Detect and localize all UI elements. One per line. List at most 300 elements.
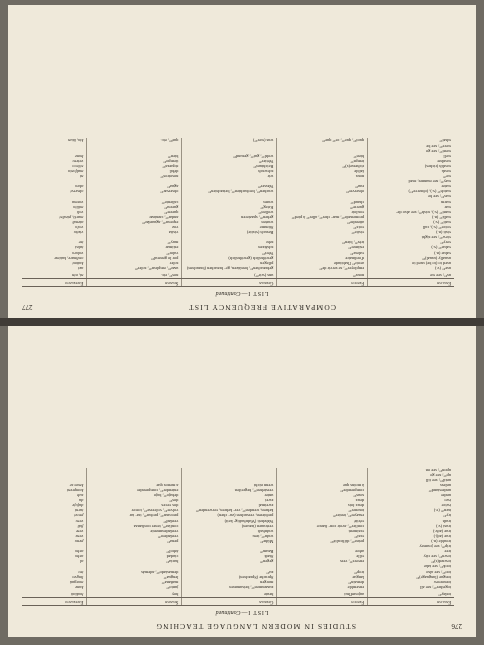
cell-english: weak — [441, 169, 451, 175]
cell-spanish: valor³° — [87, 250, 182, 255]
cell-esperanto — [22, 143, 87, 148]
cell-esperanto: milito — [22, 205, 87, 210]
table-row — [22, 559, 454, 564]
cell-german: zusammen³°, beisammen — [182, 585, 277, 592]
cell-german: gehen³°, spazieren — [182, 215, 277, 220]
cell-english: today³° — [438, 591, 451, 597]
cell-french: sous³° — [277, 493, 368, 498]
table-row — [22, 575, 454, 580]
table-row — [22, 468, 454, 473]
cell-french: estimer³° — [277, 245, 368, 250]
cell-german: unter — [182, 493, 277, 498]
cell-spanish: debajo³°, bajo — [87, 493, 182, 498]
table-row — [22, 569, 454, 574]
cell-english: town³°; see city — [423, 554, 451, 560]
table-row — [22, 250, 454, 255]
cell-french: deux fois — [277, 503, 368, 508]
table-row — [22, 498, 454, 503]
cell-french: observer³° — [277, 189, 368, 194]
cell-spanish: confiar³°, tener confianza — [87, 524, 182, 529]
cell-english: usually (usual)³° — [421, 255, 451, 261]
cell-spanish: riqueza³° — [87, 164, 182, 169]
cell-german: wahrhaft — [182, 529, 277, 534]
cell-german: wahr³°, treu — [182, 534, 277, 539]
running-head: COMPARATIVE FREQUENCY LIST — [187, 303, 336, 312]
cell-french: confier³°, avoir con- fiance — [277, 524, 368, 529]
header-spanish: Spanish — [87, 278, 182, 286]
cell-german: warten — [182, 220, 277, 225]
cell-esperanto: kompreni — [22, 488, 87, 493]
cell-esperanto: ni — [22, 174, 87, 179]
cell-english: until³°; see till — [425, 477, 451, 483]
cell-french: voix³° — [277, 225, 368, 230]
cell-spanish: tiempo³° — [87, 159, 182, 164]
table-row — [22, 138, 454, 143]
cell-esperanto: morgaŭ — [22, 580, 87, 585]
cell-french: vraiment — [277, 529, 368, 534]
cell-esperanto: hodiaŭ — [22, 592, 87, 598]
cell-german: gewöhnlich (gewöhnlich) — [182, 256, 277, 261]
cell-english: twice — [441, 503, 451, 509]
cell-esperanto: ni, nin — [22, 273, 87, 279]
list-title — [8, 609, 476, 615]
cell-spanish: entender³°, comprender — [87, 488, 182, 493]
table-row — [22, 154, 454, 159]
cell-spanish: muy³° — [87, 240, 182, 245]
cell-esperanto: bone — [22, 154, 87, 159]
cell-english: took³°; see take — [423, 564, 451, 570]
cell-english: up³°; see go — [430, 472, 451, 478]
cell-english: very³° — [440, 240, 451, 246]
cell-german: heute — [182, 592, 277, 598]
cell-german: schätzen — [182, 245, 277, 250]
cell-spanish: débil — [87, 169, 182, 174]
cell-spanish: verdad³° — [87, 519, 182, 524]
cell-spanish: pena³° — [87, 539, 182, 544]
cell-english: true (adv.) — [433, 528, 451, 534]
table-row — [22, 169, 454, 174]
table-row — [22, 488, 454, 493]
cell-spanish: volver³°, volverse³°, torcer — [87, 508, 182, 513]
cell-french — [277, 468, 368, 473]
table-row — [22, 266, 454, 273]
cell-esperanto: al — [22, 559, 87, 564]
cell-french: envers³°, vers — [277, 559, 368, 564]
table-row — [22, 149, 454, 154]
table-row — [22, 200, 454, 205]
cell-spanish: bien³° — [87, 154, 182, 159]
cell-esperanto: kutimi — [22, 261, 87, 266]
cell-french: nous — [277, 174, 368, 179]
cell-english: water — [441, 184, 451, 190]
table-body — [22, 138, 454, 278]
header-spanish: Spanish — [87, 597, 182, 605]
cell-spanish: verdaderamente — [87, 529, 182, 534]
cell-english: use³° (v.) — [435, 265, 451, 271]
table-row — [22, 159, 454, 164]
cell-english: warm — [441, 199, 451, 205]
list-title-main: LIST I— — [240, 609, 269, 615]
cell-esperanto: du — [22, 498, 87, 503]
cell-french — [277, 473, 368, 478]
cell-german: Stadt — [182, 554, 277, 559]
cell-spanish: agua³° — [87, 184, 182, 189]
cell-esperanto: tre — [22, 240, 87, 245]
header-esperanto: Esperanto — [22, 597, 87, 605]
cell-german: zweimal — [182, 503, 277, 508]
cell-spanish — [87, 473, 182, 478]
table-row — [22, 215, 454, 220]
cell-english: value (n.) — [434, 250, 451, 256]
table-row — [22, 225, 454, 230]
table-row — [22, 240, 454, 245]
table-row — [22, 245, 454, 250]
cell-spanish: estimar — [87, 245, 182, 250]
cell-spanish: qué³°, etc. — [87, 138, 182, 143]
cell-german: Besuch (visite) — [182, 230, 277, 235]
cell-esperanto: observi — [22, 189, 87, 194]
cell-french: chaud³° — [277, 200, 368, 205]
cell-esperanto: fidi — [22, 524, 87, 529]
cell-english: were³°; see be — [426, 143, 451, 149]
cell-esperanto: vere — [22, 529, 87, 534]
cell-german — [182, 149, 277, 154]
cell-esperanto: arbo — [22, 549, 87, 554]
cell-french — [277, 149, 368, 154]
cell-german: Krieg³° — [182, 205, 277, 210]
cell-french: vérité — [277, 519, 368, 524]
table-row — [22, 585, 454, 592]
cell-german: gegen³° — [182, 559, 277, 564]
cell-english: want³° (v.), wish³°; see also de- — [396, 209, 451, 215]
cell-french: comprendre³° — [277, 488, 368, 493]
table-row — [22, 273, 454, 279]
cell-esperanto — [22, 564, 87, 569]
cell-spanish: lengua³° — [87, 575, 182, 580]
cell-french: employer³°, se servir de³° — [277, 266, 368, 273]
cell-spanish: esperar³°, aguardar³° — [87, 220, 182, 225]
cell-french: essayer³°, tenter³° — [277, 513, 368, 518]
cell-german: Mühe³° — [182, 539, 277, 544]
cell-german: sehr — [182, 240, 277, 245]
cell-english: understand³° — [428, 488, 451, 494]
header-english: English — [368, 597, 454, 605]
running-head: STUDIES IN MODERN LANGUAGE TEACHING — [155, 622, 356, 631]
cell-esperanto: sub — [22, 493, 87, 498]
cell-esperanto: malforta — [22, 169, 87, 174]
table-row — [22, 205, 454, 210]
cell-english: value³° (v.) — [431, 245, 451, 251]
cell-esperanto: valoro — [22, 250, 87, 255]
cell-english: used to (to be) used to — [412, 260, 451, 266]
cell-english: voice³° (v.), call — [422, 225, 451, 231]
table-row — [22, 194, 454, 199]
cell-german: zu³° — [182, 569, 277, 574]
cell-spanish: caliente³° — [87, 200, 182, 205]
table-row — [22, 256, 454, 261]
cell-esperanto: marŝi, piediri — [22, 215, 87, 220]
table-row — [22, 508, 454, 513]
cell-esperanto: vero — [22, 519, 87, 524]
list-title — [8, 290, 476, 296]
cell-german: Sprache (Sprachen) — [182, 575, 277, 580]
cell-spanish: voz — [87, 225, 182, 230]
cell-english: watch³° (v.), (observe³°) — [408, 189, 451, 195]
cell-esperanto: taksi — [22, 245, 87, 250]
cell-german: kehren, wenden³°, ver- kehren, verwenden³° — [182, 508, 277, 513]
table-row — [22, 230, 454, 235]
cell-english: tree — [444, 549, 451, 555]
cell-german: wohl³°, gut³°, gesund³° — [182, 154, 277, 159]
cell-esperanto: varma — [22, 200, 87, 205]
cell-english: turn³° (v.) — [433, 508, 451, 514]
cell-esperanto: uzi — [22, 266, 87, 273]
cell-spanish: a menos que — [87, 483, 182, 488]
cell-german: Reichtum³° — [182, 164, 277, 169]
table-row — [22, 220, 454, 225]
book-gutter — [0, 318, 484, 326]
cell-esperanto: voĉo — [22, 225, 87, 230]
cell-french: faible — [277, 169, 368, 174]
cell-english: walk³° (n.) — [432, 214, 451, 220]
table-body — [22, 468, 454, 598]
cell-french: richesse(s)³° — [277, 164, 368, 169]
header-esperanto: Esperanto — [22, 278, 87, 286]
cell-french: très³°, bien³° — [277, 240, 368, 245]
list-title-continued: Continued — [215, 290, 241, 296]
cell-german: Baum³° — [182, 549, 277, 554]
vocabulary-table — [22, 468, 454, 606]
header-french: French — [277, 597, 368, 605]
cell-spanish: andar³°, caminar — [87, 215, 182, 220]
cell-spanish: hacia³° — [87, 559, 182, 564]
cell-esperanto: tro — [22, 569, 87, 574]
cell-french: à moins que — [277, 483, 368, 488]
cell-french: langue — [277, 575, 368, 580]
cell-german: schwach — [182, 169, 277, 174]
cell-esperanto: dufoje — [22, 503, 87, 508]
cell-spanish — [87, 468, 182, 473]
table-row — [22, 544, 454, 549]
cell-esperanto: kune — [22, 585, 87, 592]
cell-german: warm — [182, 200, 277, 205]
cell-german — [182, 143, 277, 148]
cell-german: zwei — [182, 498, 277, 503]
cell-english: wait³° (v.) — [433, 219, 451, 225]
table-row — [22, 539, 454, 544]
cell-french: arbre — [277, 549, 368, 554]
cell-english: try³° — [443, 513, 451, 519]
cell-french: promenade³°, mar- cher³°, aller³° à pied³° — [277, 215, 368, 220]
header-english: English — [368, 278, 454, 286]
table-row — [22, 189, 454, 194]
cell-spanish: guerra³° — [87, 205, 182, 210]
cell-french: tourner³° — [277, 508, 368, 513]
cell-esperanto: krom se — [22, 483, 87, 488]
cell-spanish: dos veces — [87, 503, 182, 508]
cell-german: gebrauchen³°, benützen, ge- brauchen (brauchen) — [182, 266, 277, 273]
cell-spanish: visita — [87, 230, 182, 235]
cell-english: went³°; see go — [425, 148, 451, 154]
cell-spanish: junto³° — [87, 585, 182, 592]
cell-spanish: procurar³°, probar³°, tra- tar — [87, 513, 182, 518]
cell-esperanto: urbo — [22, 554, 87, 559]
cell-esperanto: vizito — [22, 230, 87, 235]
cell-english: tongue (language)³° — [416, 574, 451, 580]
header-german: German — [182, 278, 277, 286]
cell-french: ville — [277, 554, 368, 559]
table-row — [22, 519, 454, 524]
cell-german: Stimme — [182, 225, 277, 230]
cell-english: what³° — [439, 138, 451, 144]
table-row — [22, 179, 454, 184]
cell-esperanto: akvo — [22, 184, 87, 189]
cell-french: nous³° — [277, 273, 368, 279]
cell-esperanto: voli — [22, 210, 87, 215]
cell-german: wollen³° — [182, 210, 277, 215]
cell-spanish: por lo general³° — [87, 256, 182, 261]
cell-english: trip³°; see journey — [419, 544, 451, 550]
cell-esperanto — [22, 468, 87, 473]
cell-german: vertrauen (trauen) — [182, 524, 277, 529]
page-number: 276 — [451, 622, 462, 630]
cell-french: ensemble — [277, 585, 368, 592]
cell-french — [277, 143, 368, 148]
table-row — [22, 554, 454, 559]
cell-spanish: demasiado³°, además — [87, 569, 182, 574]
cell-german: wachen³°, beobachten³°, betrachten³° — [182, 189, 277, 194]
cell-german: Wetter³° — [182, 159, 277, 164]
cell-esperanto: peno — [22, 539, 87, 544]
cell-french: peine³°, difficulté³° — [277, 539, 368, 544]
cell-esperanto: lingvo — [22, 575, 87, 580]
cell-french: aujourd'hui — [277, 592, 368, 598]
cell-esperanto: vera — [22, 534, 87, 539]
cell-english: upon³°; see on — [425, 467, 451, 473]
table-row — [22, 174, 454, 179]
cell-german: Wert³° — [182, 250, 277, 255]
cell-german: Wahrheit (Wahrhaftig- keit) — [182, 519, 277, 524]
table-row — [22, 524, 454, 529]
cell-english: visit (n.) — [436, 230, 451, 236]
list-title-continued: Continued — [215, 609, 241, 615]
cell-english: too³°; see also — [426, 569, 451, 575]
cell-french: demain³° — [277, 580, 368, 585]
table-row — [22, 534, 454, 539]
cell-spanish — [87, 143, 182, 148]
cell-spanish: ciudad — [87, 554, 182, 559]
table-row — [22, 529, 454, 534]
cell-esperanto — [22, 473, 87, 478]
cell-french: bien³° — [277, 154, 368, 159]
cell-german — [182, 235, 277, 240]
cell-esperanto: ordinare, kutime — [22, 256, 87, 261]
cell-french: quoi³°, que³°, ce³° que³° — [277, 138, 368, 143]
cell-german — [182, 473, 277, 478]
cell-spanish: hoy — [87, 592, 182, 598]
list-title-main: LIST I— — [240, 290, 269, 296]
cell-esperanto — [22, 235, 87, 240]
cell-english: war — [444, 204, 451, 210]
cell-english: toward(s)³° — [431, 559, 451, 565]
table-row — [22, 164, 454, 169]
cell-spanish: verdadero³° — [87, 534, 182, 539]
cell-english: true (adj.) — [433, 533, 451, 539]
cell-spanish: mañana³° — [87, 580, 182, 585]
cell-german: was (wer³°) — [182, 138, 277, 143]
cell-english: was³°; see be — [427, 194, 451, 200]
cell-spanish: árbol³° — [87, 549, 182, 554]
cell-german: wenn nicht — [182, 483, 277, 488]
cell-german: probieren, versuchen (zu- chen) — [182, 513, 277, 518]
cell-french: eau³° — [277, 184, 368, 189]
page-number: 277 — [22, 303, 33, 311]
cell-spanish: nosotros³° — [87, 174, 182, 179]
cell-german: morgen — [182, 580, 277, 585]
cell-english: wealth (riches) — [424, 163, 451, 169]
cell-spanish: querer³° — [87, 210, 182, 215]
cell-spanish — [87, 149, 182, 154]
cell-french: guerre³° — [277, 205, 368, 210]
cell-spanish: nos³°, etc. — [87, 273, 182, 279]
cell-english: way³°; see manner, road — [408, 179, 451, 185]
cell-french: trop³° — [277, 569, 368, 574]
header-german: German — [182, 597, 277, 605]
cell-german: wir — [182, 174, 277, 179]
cell-english: under — [441, 493, 451, 499]
cell-german — [182, 564, 277, 569]
cell-esperanto: kio, kiun — [22, 138, 87, 143]
cell-french: valeur³° — [277, 250, 368, 255]
cell-german: pflegen — [182, 261, 277, 266]
table-row — [22, 493, 454, 498]
table-row — [22, 549, 454, 554]
cell-english: unless — [440, 482, 451, 488]
cell-french: visite³° — [277, 230, 368, 235]
cell-french: temps³° — [277, 159, 368, 164]
header-french: French — [277, 278, 368, 286]
table-row — [22, 235, 454, 240]
cell-french: attendre³° — [277, 220, 368, 225]
cell-spanish: observar³° — [87, 189, 182, 194]
cell-esperanto: vetero — [22, 159, 87, 164]
cell-esperanto: turni — [22, 508, 87, 513]
table-row — [22, 143, 454, 148]
cell-english: trouble (n.) — [431, 538, 451, 544]
cell-esperanto — [22, 149, 87, 154]
cell-english: us³°; see we — [429, 272, 451, 278]
cell-french: vouloir — [277, 210, 368, 215]
table-row — [22, 210, 454, 215]
cell-english: trust (v.) — [436, 523, 451, 529]
cell-german: Wasser³° — [182, 184, 277, 189]
cell-french: vrai³° — [277, 534, 368, 539]
cell-esperanto: atendi — [22, 220, 87, 225]
table-row — [22, 473, 454, 478]
cell-english: we³° — [442, 174, 451, 180]
cell-french: d'ordinaire — [277, 256, 368, 261]
cell-english: well — [443, 153, 451, 159]
cell-spanish: dos³° — [87, 498, 182, 503]
cell-french — [277, 544, 368, 549]
table-row — [22, 513, 454, 518]
cell-english: together³°; see all — [420, 584, 451, 590]
cell-spanish: soler — [87, 261, 182, 266]
table-row — [22, 564, 454, 569]
cell-french: deux — [277, 498, 368, 503]
cell-german: verstehen³°, begreifen — [182, 488, 277, 493]
page-277 — [8, 5, 476, 318]
